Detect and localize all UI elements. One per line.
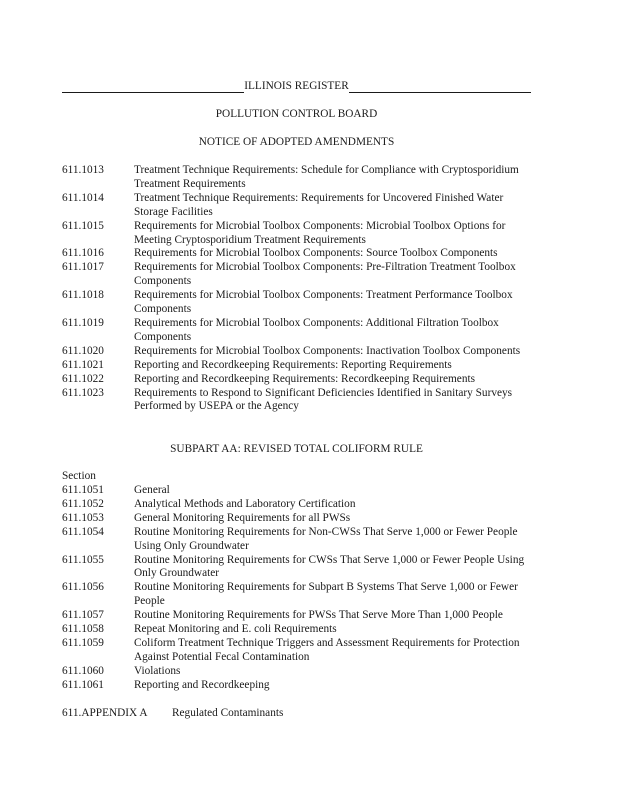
section-number: 611.1053 <box>62 511 104 524</box>
section-number: 611.1060 <box>62 664 104 677</box>
list-item <box>62 665 537 679</box>
list-item <box>62 526 537 554</box>
list-item <box>62 581 537 609</box>
subpart-title: SUBPART AA: REVISED TOTAL COLIFORM RULE <box>170 443 423 455</box>
section-number: 611.1017 <box>62 261 104 274</box>
section-title: Routine Monitoring Requirements for Non-CWSs That Serve 1,000 or Fewer People Using Only Groundwater <box>134 525 518 552</box>
section-number: 611.1052 <box>62 497 104 510</box>
section-title: Treatment Technique Requirements: Requirements for Uncovered Finished Water Storage Facilities <box>134 191 504 218</box>
section-number: 611.1021 <box>62 358 104 371</box>
section-number: 611.1061 <box>62 678 104 691</box>
section-title: General Monitoring Requirements for all PWSs <box>134 511 351 524</box>
section-title: Requirements for Microbial Toolbox Components: Inactivation Toolbox Components <box>134 344 521 357</box>
section-title: General <box>134 484 170 496</box>
section-title: Requirements for Microbial Toolbox Components: Additional Filtration Toolbox Components <box>134 316 499 343</box>
list-item <box>62 164 537 192</box>
notice-title: NOTICE OF ADOPTED AMENDMENTS <box>198 136 395 148</box>
section-number: 611.1022 <box>62 372 104 385</box>
section-title: Routine Monitoring Requirements for Subpart B Systems That Serve 1,000 or Fewer People <box>134 581 518 608</box>
section-number: 611.1054 <box>62 525 104 538</box>
register-title: ILLINOIS REGISTER <box>244 80 349 92</box>
list-item <box>62 679 537 693</box>
list-item <box>62 554 537 582</box>
section-number: 611.1057 <box>62 609 104 622</box>
section-title: Requirements to Respond to Significant Deficiencies Identified in Sanitary Surveys Performed by USEPA or the Agency <box>134 386 513 413</box>
section-title: Routine Monitoring Requirements for CWSs That Serve 1,000 or Fewer People Using Only Groundwater <box>134 553 525 580</box>
section-number: 611.1019 <box>62 316 104 329</box>
section-number: 611.1016 <box>62 247 104 260</box>
section-title: Reporting and Recordkeeping <box>134 678 270 691</box>
appendix-line <box>62 707 283 721</box>
list-item <box>62 359 537 373</box>
section-number: 611.1055 <box>62 553 104 566</box>
section-number: 611.1018 <box>62 289 104 302</box>
list-item <box>62 247 537 261</box>
section-label: Section <box>62 470 96 482</box>
header-rule-right <box>349 80 531 93</box>
section-number: 611.1020 <box>62 344 104 357</box>
section-title: Analytical Methods and Laboratory Certification <box>134 497 356 510</box>
section-title: Requirements for Microbial Toolbox Components: Microbial Toolbox Options for Meeting Cryptosporidium Treatment Requirements <box>134 219 506 246</box>
section-title: Coliform Treatment Technique Triggers and Assessment Requirements for Protection Against Potential Fecal Contamination <box>134 636 520 663</box>
section-title: Requirements for Microbial Toolbox Components: Treatment Performance Toolbox Components <box>134 289 513 316</box>
section-number: 611.1051 <box>62 484 104 496</box>
section-number: 611.1015 <box>62 219 104 232</box>
list-item <box>62 512 537 526</box>
section-number: 611.1014 <box>62 191 104 204</box>
appendix-number: 611.APPENDIX A <box>62 707 148 719</box>
section-number: 611.1056 <box>62 581 104 594</box>
section-list-a <box>62 164 537 414</box>
board-name: POLLUTION CONTROL BOARD <box>215 108 378 120</box>
list-item <box>62 387 537 415</box>
section-title: Reporting and Recordkeeping Requirements: Reporting Requirements <box>134 358 452 371</box>
section-title: Requirements for Microbial Toolbox Components: Pre-Filtration Treatment Toolbox Components <box>134 261 516 288</box>
header-rule-left <box>62 80 244 93</box>
list-item <box>62 220 537 248</box>
section-title: Routine Monitoring Requirements for PWSs That Serve More Than 1,000 People <box>134 609 503 622</box>
section-title: Treatment Technique Requirements: Schedule for Compliance with Cryptosporidium Treatment Requirements <box>134 164 519 190</box>
section-number: 611.1058 <box>62 623 104 636</box>
section-number: 611.1059 <box>62 636 104 649</box>
section-list-b <box>62 484 537 693</box>
register-header <box>62 77 531 93</box>
list-item <box>62 261 537 289</box>
section-number: 611.1023 <box>62 386 104 399</box>
list-item <box>62 623 537 637</box>
section-title: Violations <box>134 664 181 677</box>
section-title: Repeat Monitoring and E. coli Requirements <box>134 623 337 636</box>
list-item <box>62 637 537 665</box>
section-number: 611.1013 <box>62 164 104 176</box>
list-item <box>62 609 537 623</box>
list-item <box>62 498 537 512</box>
appendix-title: Regulated Contaminants <box>172 707 284 719</box>
section-title: Requirements for Microbial Toolbox Components: Source Toolbox Components <box>134 247 498 260</box>
section-title: Reporting and Recordkeeping Requirements: Recordkeeping Requirements <box>134 372 476 385</box>
list-item <box>62 317 537 345</box>
list-item <box>62 345 537 359</box>
list-item <box>62 484 537 498</box>
list-item <box>62 373 537 387</box>
list-item <box>62 289 537 317</box>
list-item <box>62 192 537 220</box>
